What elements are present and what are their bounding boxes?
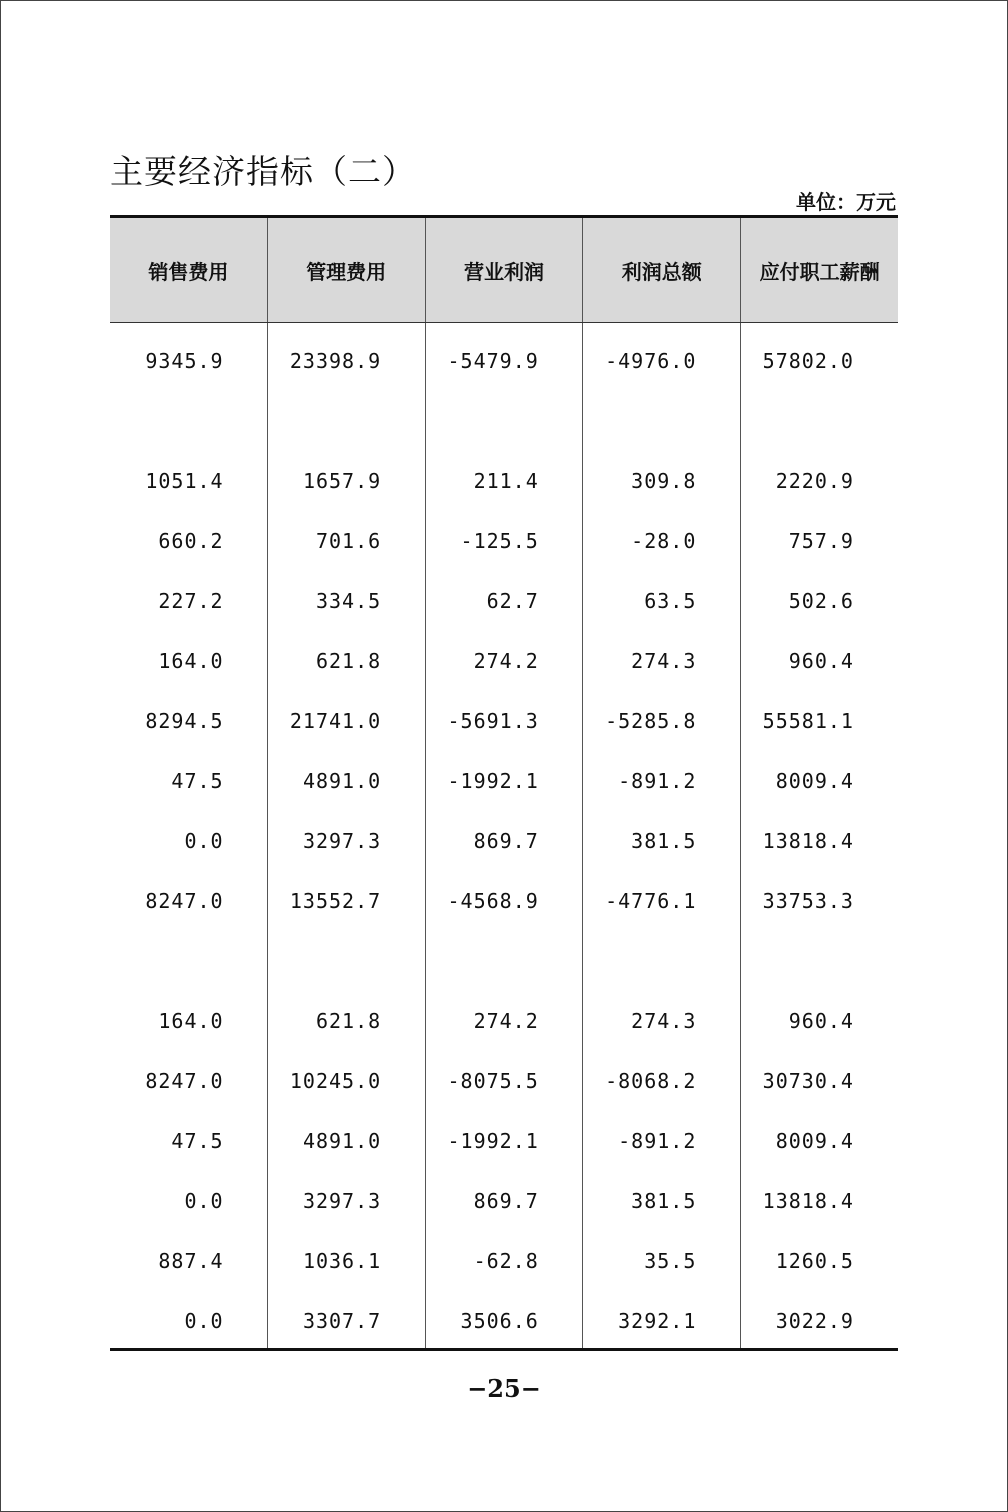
table-cell: 13818.4 <box>762 829 854 853</box>
table-cell: 757.9 <box>788 529 854 553</box>
table-cell: 164.0 <box>158 649 224 673</box>
table-cell: -5479.9 <box>447 349 539 373</box>
table-cell: 0.0 <box>184 1309 224 1333</box>
table-cell: 8247.0 <box>145 1069 224 1093</box>
table-cell: 4891.0 <box>302 769 382 793</box>
table-cell: 30730.4 <box>762 1069 854 1093</box>
table-cell: 502.6 <box>788 589 854 613</box>
table-cell: 8009.4 <box>775 769 854 793</box>
table-cell: 211.4 <box>473 469 539 493</box>
table-row <box>110 391 898 451</box>
table-cell: 47.5 <box>171 769 224 793</box>
table-cell: 227.2 <box>158 589 224 613</box>
table-cell: 3292.1 <box>618 1309 697 1333</box>
table-cell: 887.4 <box>158 1249 224 1273</box>
table-cell: 9345.9 <box>145 349 224 373</box>
table-cell: 47.5 <box>171 1129 224 1153</box>
table-cell: 3307.7 <box>302 1309 382 1333</box>
table-cell: 55581.1 <box>762 709 854 733</box>
table-row <box>110 931 898 991</box>
header-operating-profit: 营业利润 <box>425 218 583 322</box>
table-cell: 960.4 <box>788 1009 854 1033</box>
table-cell: 13552.7 <box>289 889 382 913</box>
table-cell: 0.0 <box>184 1189 224 1213</box>
table-cell: 274.2 <box>473 649 539 673</box>
table-row <box>110 451 898 511</box>
table-cell: -891.2 <box>618 769 697 793</box>
table-cell: -4776.1 <box>605 889 697 913</box>
table-row <box>110 691 898 751</box>
table-cell: -1992.1 <box>447 769 539 793</box>
table-cell: 1051.4 <box>145 469 224 493</box>
table-cell: -5285.8 <box>605 709 697 733</box>
table-cell: -4976.0 <box>605 349 697 373</box>
header-admin-expenses: 管理费用 <box>267 218 425 322</box>
table-row <box>110 871 898 931</box>
table-cell: 3506.6 <box>460 1309 539 1333</box>
table-cell: 57802.0 <box>762 349 854 373</box>
table-cell: -891.2 <box>618 1129 697 1153</box>
table-cell: 10245.0 <box>289 1069 382 1093</box>
table-cell: -1992.1 <box>447 1129 539 1153</box>
table-cell: 13818.4 <box>762 1189 854 1213</box>
table-cell: -8075.5 <box>447 1069 539 1093</box>
page-number: −25− <box>467 1374 541 1403</box>
table-cell: -5691.3 <box>447 709 539 733</box>
table-cell: 309.8 <box>631 469 697 493</box>
table-cell: 2220.9 <box>775 469 854 493</box>
table-cell: -28.0 <box>631 529 697 553</box>
table-cell: 4891.0 <box>302 1129 382 1153</box>
indicator-table <box>110 215 898 1351</box>
table-cell: 869.7 <box>473 1189 539 1213</box>
table-row <box>110 331 898 391</box>
table-row <box>110 631 898 691</box>
table-cell: 274.3 <box>631 1009 697 1033</box>
table-row <box>110 1051 898 1111</box>
table-cell: 35.5 <box>644 1249 697 1273</box>
table-cell: 0.0 <box>184 829 224 853</box>
page-title: 主要经济指标（二） <box>110 152 416 191</box>
table-cell: 660.2 <box>158 529 224 553</box>
table-cell: 3022.9 <box>775 1309 854 1333</box>
table-row <box>110 571 898 631</box>
table-cell: 164.0 <box>158 1009 224 1033</box>
table-cell: 960.4 <box>788 649 854 673</box>
table-cell: 274.3 <box>631 649 697 673</box>
table-row <box>110 1111 898 1171</box>
table-cell: 381.5 <box>631 1189 697 1213</box>
table-cell: 621.8 <box>315 1009 382 1033</box>
table-row <box>110 1231 898 1291</box>
table-cell: -4568.9 <box>447 889 539 913</box>
table-row <box>110 811 898 871</box>
table-row <box>110 991 898 1051</box>
table-cell: 334.5 <box>315 589 382 613</box>
table-header <box>110 218 898 323</box>
table-cell: 1657.9 <box>302 469 382 493</box>
header-selling-expenses: 销售费用 <box>148 259 229 284</box>
table-rows <box>110 331 898 1351</box>
table-cell: -8068.2 <box>605 1069 697 1093</box>
table-cell: 8009.4 <box>775 1129 854 1153</box>
table-row <box>110 1291 898 1351</box>
table-cell: -125.5 <box>460 529 539 553</box>
table-cell: 21741.0 <box>289 709 382 733</box>
table-row <box>110 511 898 571</box>
table-cell: 869.7 <box>473 829 539 853</box>
table-cell: -62.8 <box>473 1249 539 1273</box>
table-cell: 23398.9 <box>289 349 382 373</box>
table-cell: 63.5 <box>644 589 697 613</box>
table-cell: 381.5 <box>631 829 697 853</box>
table-cell: 62.7 <box>486 589 539 613</box>
table-cell: 3297.3 <box>302 1189 382 1213</box>
table-cell: 8294.5 <box>145 709 224 733</box>
table-cell: 274.2 <box>473 1009 539 1033</box>
table-row <box>110 751 898 811</box>
table-cell: 701.6 <box>315 529 382 553</box>
table-cell: 1260.5 <box>775 1249 854 1273</box>
table-cell: 3297.3 <box>302 829 382 853</box>
table-row <box>110 1171 898 1231</box>
table-body <box>110 323 898 1348</box>
header-total-profit: 利润总额 <box>582 218 740 322</box>
table-cell: 621.8 <box>315 649 382 673</box>
table-cell: 8247.0 <box>145 889 224 913</box>
table-cell: 33753.3 <box>762 889 854 913</box>
unit-label: 单位：万元 <box>796 190 896 214</box>
table-cell: 1036.1 <box>302 1249 382 1273</box>
header-employee-payable: 应付职工薪酬 <box>740 218 898 322</box>
